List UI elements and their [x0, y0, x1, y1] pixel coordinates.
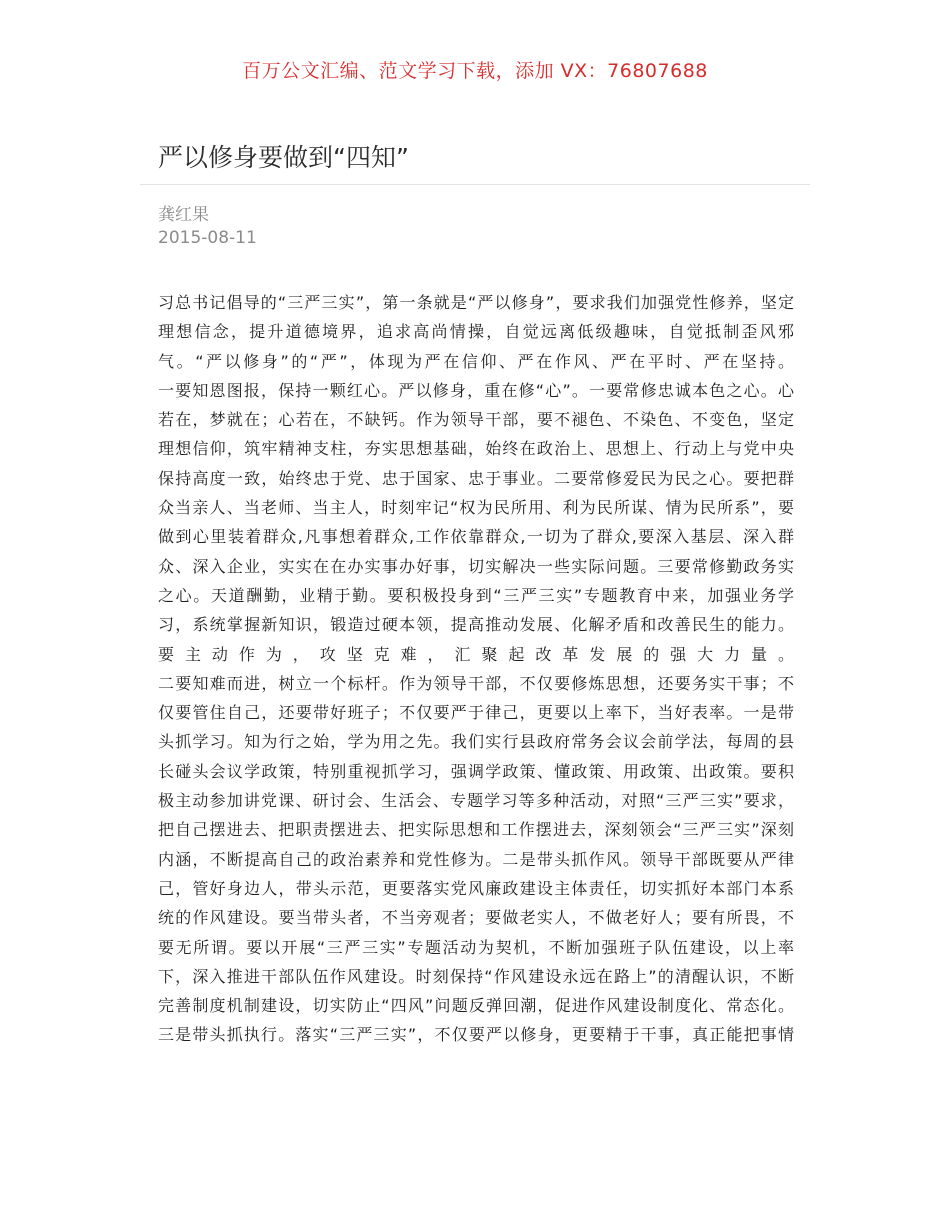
- title-divider: [140, 184, 810, 185]
- article-line: 理想信念，提升道德境界，追求高尚情操，自觉远离低级趣味，自觉抵制歪风邪: [158, 322, 794, 342]
- article-line: 内涵，不断提高自己的政治素养和党性修为。二是带头抓作风。领导干部既要从严律: [158, 849, 794, 869]
- author-name: 龚红果: [158, 205, 209, 225]
- article-line: 把自己摆进去、把职责摆进去、把实际思想和工作摆进去，深刻领会“三严三实”深刻: [158, 820, 794, 840]
- article-line: 二要知难而进，树立一个标杆。作为领导干部，不仅要修炼思想，还要务实干事；不: [158, 673, 794, 693]
- article-line: 仅要管住自己，还要带好班子；不仅要严于律己，更要以上率下，当好表率。一是带: [158, 703, 794, 723]
- article-line: 完善制度机制建设，切实防止“四风”问题反弹回潮，促进作风建设制度化、常态化。: [158, 996, 794, 1016]
- article-line: 己，管好身边人，带头示范，更要落实党风廉政建设主体责任，切实抓好本部门本系: [158, 878, 794, 898]
- article-line: 长碰头会议学政策，特别重视抓学习，强调学政策、懂政策、用政策、出政策。要积: [158, 761, 794, 781]
- article-line: 习总书记倡导的“三严三实”，第一条就是“严以修身”，要求我们加强党性修养，坚定: [158, 293, 794, 312]
- article-line: 理想信仰，筑牢精神支柱，夯实思想基础，始终在政治上、思想上、行动上与党中央: [158, 439, 794, 459]
- article-line: 做到心里装着群众,凡事想着群众,工作依靠群众,一切为了群众,要深入基层、深入群: [158, 527, 794, 547]
- article-line: 极主动参加讲党课、研讨会、生活会、专题学习等多种活动，对照“三严三实”要求，: [158, 791, 794, 811]
- article-line: 之心。天道酬勤，业精于勤。要积极投身到“三严三实”专题教育中来，加强业务学: [158, 585, 794, 605]
- article-line: 若在，梦就在；心若在，不缺钙。作为领导干部，要不褪色、不染色、不变色，坚定: [158, 410, 794, 430]
- article-line: 下，深入推进干部队伍作风建设。时刻保持“作风建设永远在路上”的清醒认识，不断: [158, 966, 794, 986]
- promo-banner: 百万公文汇编、范文学习下载，添加 VX：76807688: [242, 60, 708, 82]
- article-line: 要无所谓。要以开展“三严三实”专题活动为契机，不断加强班子队伍建设，以上率: [158, 937, 794, 957]
- publish-date: 2015-08-11: [158, 228, 257, 248]
- article-meta: [158, 204, 257, 250]
- article-title: 严以修身要做到“四知”: [158, 143, 409, 172]
- article-line: 众当亲人、当老师、当主人，时刻牢记“权为民所用、利为民所谋、情为民所系”，要: [158, 498, 794, 518]
- article-line: 要主动作为，攻坚克难，汇聚起改革发展的强大力量。: [158, 644, 794, 664]
- article-line: 习，系统掌握新知识，锻造过硬本领，提高推动发展、化解矛盾和改善民生的能力。: [158, 615, 794, 635]
- article-line: 一要知恩图报，保持一颗红心。严以修身，重在修“心”。一要常修忠诚本色之心。心: [158, 380, 794, 400]
- article-line: 气。“严以修身”的“严”，体现为严在信仰、严在作风、严在平时、严在坚持。: [158, 351, 794, 371]
- article-body: [158, 288, 794, 1050]
- article-line: 统的作风建设。要当带头者，不当旁观者；要做老实人，不做老好人；要有所畏，不: [158, 908, 794, 928]
- article-line: 三是带头抓执行。落实“三严三实”，不仅要严以修身，更要精于干事，真正能把事情: [158, 1025, 794, 1045]
- article-line: 保持高度一致，始终忠于党、忠于国家、忠于事业。二要常修爱民为民之心。要把群: [158, 468, 794, 488]
- article-line: 头抓学习。知为行之始，学为用之先。我们实行县政府常务会议会前学法，每周的县: [158, 732, 794, 752]
- article-line: 众、深入企业，实实在在办实事办好事，切实解决一些实际问题。三要常修勤政务实: [158, 556, 794, 576]
